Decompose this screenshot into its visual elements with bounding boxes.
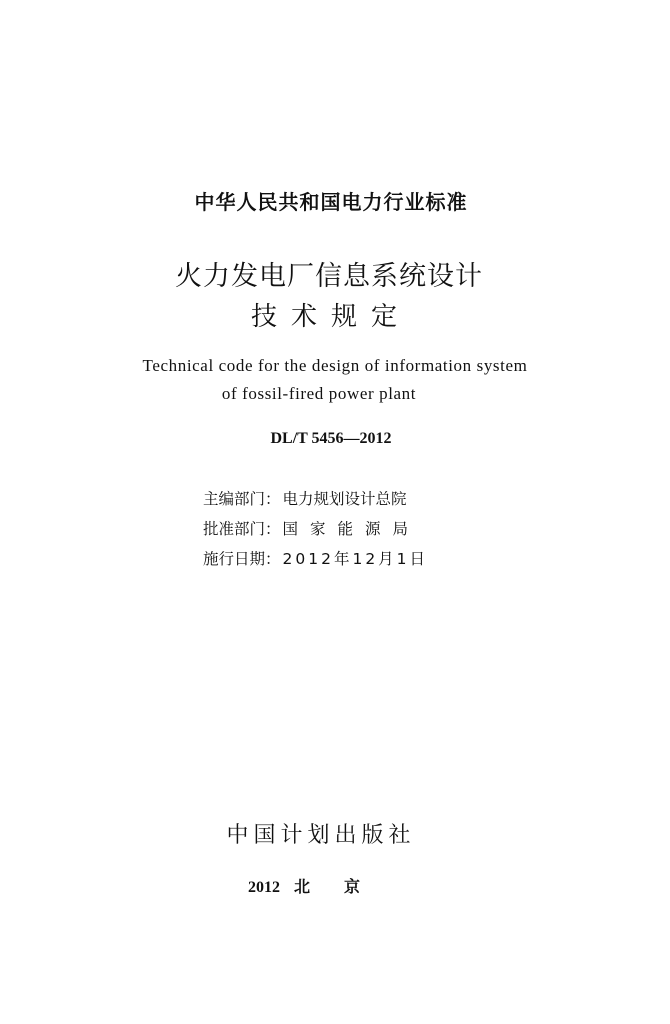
english-title-line-2: of fossil-fired power plant [221,384,417,403]
chinese-title-line-2: 技术规定 [250,302,411,332]
effective-date-label: 施行日期： [203,550,281,568]
standard-code: DL/T 5456—2012 [270,430,392,447]
publisher-name: 中国计划出版社 [226,823,416,848]
approver-department-row [203,517,420,539]
approver-department-label: 批准部门： [203,520,281,538]
chinese-title-line-1: 火力发电厂信息系统设计 [175,261,483,292]
editor-department-value: 电力规划设计总院 [282,490,407,508]
effective-date-row [203,547,428,569]
publication-year: 2012 [247,879,280,896]
english-title-line-1: Technical code for the design of information system [142,356,528,375]
standard-type-heading: 中华人民共和国电力行业标准 [194,190,468,214]
publication-place-line [0,874,656,897]
editor-department-row [203,487,407,509]
effective-date-value: 2012年12月1日 [282,550,429,568]
editor-department-label: 主编部门： [203,490,281,508]
approver-department-value: 国家能源局 [282,520,421,538]
publication-city: 北京 [293,879,394,896]
